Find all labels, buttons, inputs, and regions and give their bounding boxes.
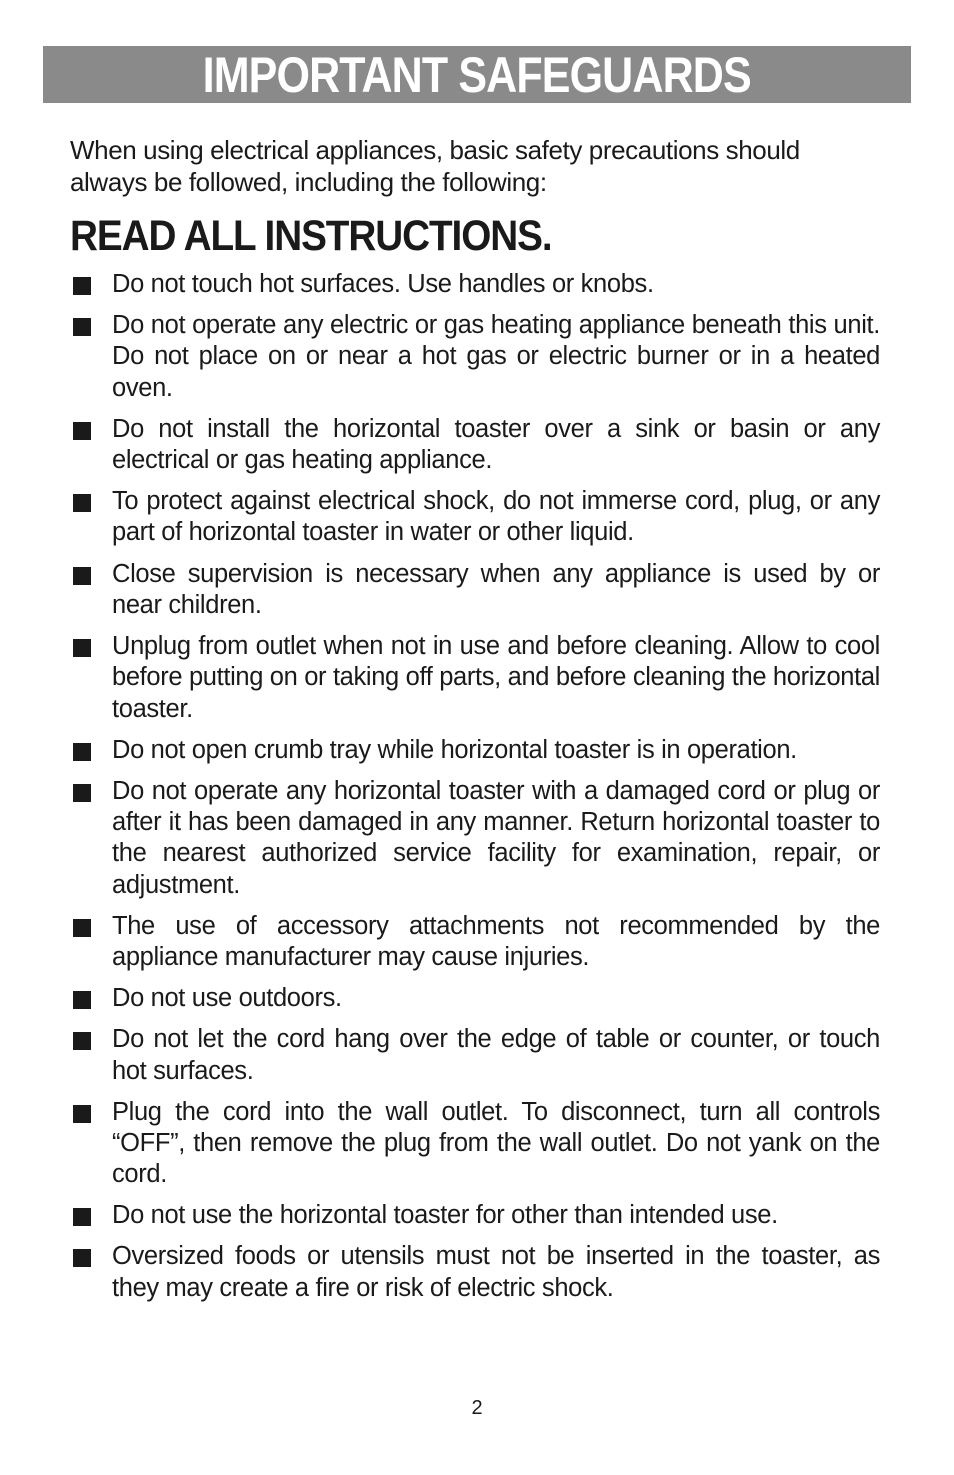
safeguard-text: Close supervision is necessary when any appliance is used by or near children. [112,559,880,619]
safeguard-text: Do not install the horizontal toaster over a sink or basin or any electrical or gas heating appliance. [112,414,880,475]
safeguard-text: Plug the cord into the wall outlet. To disconnect, turn all controls “OFF”, then remove the plug from the wall outlet. Do not yank on the cord. [112,1097,880,1189]
black-square-bullet-icon [73,1249,91,1267]
safeguard-text: Oversized foods or utensils must not be inserted in the toaster, as they may create a fire or risk of electric shock. [112,1242,880,1302]
list-item [70,486,880,549]
list-item [70,559,880,622]
list-item [70,911,880,974]
black-square-bullet-icon [73,919,91,937]
list-item [70,735,880,766]
safeguard-text: The use of accessory attachments not recommended by the appliance manufacturer may cause injuries. [112,911,880,972]
page-title: IMPORTANT SAFEGUARDS [202,46,752,103]
list-item [70,1200,880,1231]
safeguard-text: Do not open crumb tray while horizontal toaster is in operation. [112,735,797,764]
list-item [70,1241,880,1304]
black-square-bullet-icon [73,1208,91,1226]
safeguard-text: Do not let the cord hang over the edge of table or counter, or touch hot surfaces. [112,1025,880,1085]
black-square-bullet-icon [73,1105,91,1123]
list-item [70,631,880,725]
black-square-bullet-icon [73,422,91,440]
black-square-bullet-icon [73,784,91,802]
page-number: 2 [471,1397,483,1419]
safeguards-list [70,269,880,1314]
black-square-bullet-icon [73,991,91,1009]
intro-line: When using electrical appliances, basic safety precautions should [70,135,800,165]
read-all-instructions-heading: READ ALL INSTRUCTIONS. [70,212,552,260]
black-square-bullet-icon [73,639,91,657]
list-item [70,310,880,404]
black-square-bullet-icon [73,567,91,585]
list-item [70,414,880,477]
list-item [70,1024,880,1087]
black-square-bullet-icon [73,318,91,336]
intro-line: always be followed, including the following: [70,167,547,197]
safeguard-text: Unplug from outlet when not in use and before cleaning. Allow to cool before putting on or taking off parts, and before cleaning the horizontal toaster. [112,631,880,723]
list-item [70,1097,880,1191]
list-item [70,269,880,300]
list-item [70,983,880,1014]
black-square-bullet-icon [73,277,91,295]
safeguard-text: Do not operate any electric or gas heating appliance beneath this unit. Do not place on or near a hot gas or electric burner or in a heated oven. [112,311,880,402]
safeguard-text: Do not operate any horizontal toaster with a damaged cord or plug or after it has been damaged in any manner. Return horizontal toaster to the nearest authorized service facility for examination, repair, or adjustment. [112,776,880,899]
black-square-bullet-icon [73,1032,91,1050]
safeguard-text: Do not touch hot surfaces. Use handles or knobs. [112,270,654,298]
black-square-bullet-icon [73,743,91,761]
safeguard-text: To protect against electrical shock, do not immerse cord, plug, or any part of horizontal toaster in water or other liquid. [112,487,880,547]
title-banner [43,46,911,103]
safeguard-text: Do not use the horizontal toaster for other than intended use. [112,1201,778,1230]
list-item [70,776,880,901]
safeguard-text: Do not use outdoors. [112,984,342,1013]
black-square-bullet-icon [73,494,91,512]
intro-paragraph [70,134,860,198]
